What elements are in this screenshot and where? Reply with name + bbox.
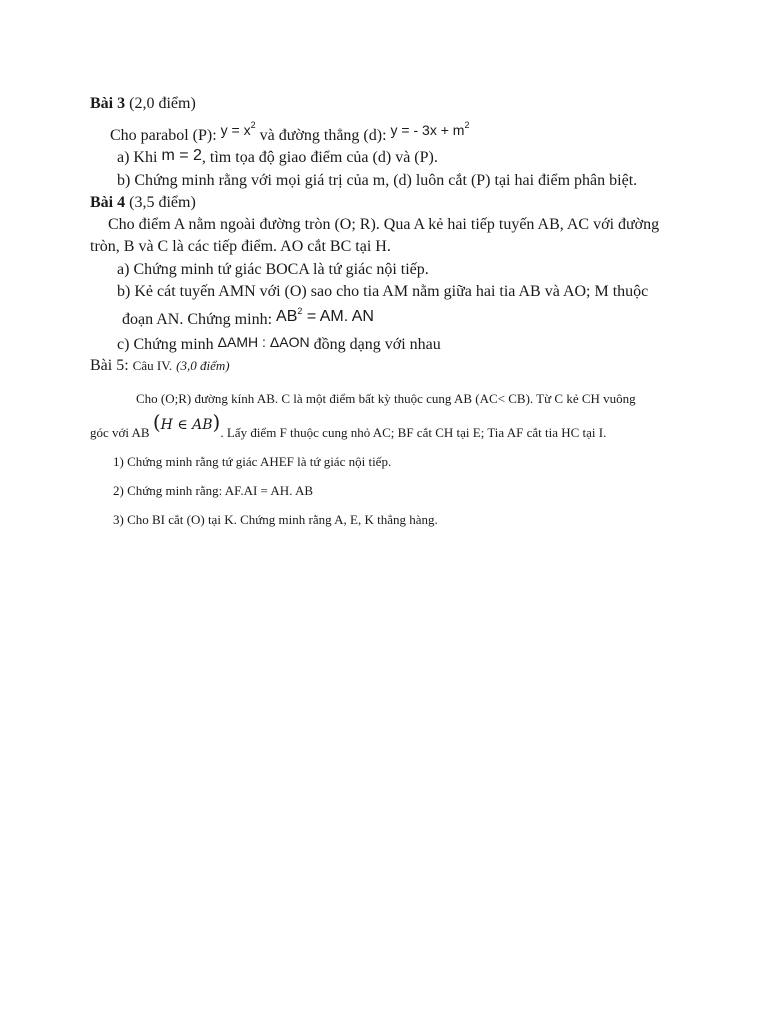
bai5-intro-line1: Cho (O;R) đường kính AB. C là một điểm bất kỳ thuộc cung AB (AC< CB). Từ C kẻ CH vuông — [136, 391, 636, 406]
bai3-intro-text-b: và đường thẳng (d): — [259, 127, 387, 144]
bai4-part-a-text: Chứng minh tứ giác BOCA là tứ giác nội tiếp. — [133, 261, 429, 278]
bai4-part-b-math — [276, 308, 374, 325]
line-equation-base: y = - 3x + m — [390, 122, 465, 138]
bai4-part-c-text: Chứng minh — [133, 336, 214, 353]
bai4-part-b-text2: đoạn AN. Chứng minh: — [122, 311, 273, 328]
bai5-intro-line2-b: . Lấy điểm F thuộc cung nhỏ AC; BF cắt CH tại E; Tia AF cắt tia HC tại I. — [220, 425, 607, 440]
bai4-part-c-math-2: ΔAON — [269, 334, 310, 350]
bai4-part-c-math-1: ΔAMH : — [217, 334, 266, 350]
bai5-item-3: 3) Cho BI cắt (O) tại K. Chứng minh rằng A, E, K thẳng hàng. — [113, 512, 438, 527]
bai3-part-a-math: m = 2 — [161, 147, 202, 164]
bai4-part-c-text2: đồng dạng với nhau — [313, 336, 441, 353]
parabol-equation — [221, 122, 256, 138]
bai4-part-a-label: a) — [117, 261, 130, 278]
parabol-equation-exp: 2 — [250, 120, 256, 130]
bai4-part-c-label: c) — [117, 336, 130, 353]
bai4-part-b-label: b) — [117, 283, 131, 300]
bai5-intro-math-text: H ∈ AB — [160, 417, 213, 433]
bai4-part-b-math-rest: = AM. AN — [302, 308, 374, 325]
bai5-heading — [90, 356, 230, 376]
bai5-intro-math: (H ∈ AB) — [152, 410, 221, 434]
line-equation-exp: 2 — [464, 120, 470, 130]
bai5-item-2: 2) Chứng minh rằng: AF.AI = AH. AB — [113, 483, 314, 498]
bai4-heading — [90, 193, 196, 213]
bai4-intro-line1: Cho điểm A nằm ngoài đường tròn (O; R). Qua A kẻ hai tiếp tuyến AB, AC với đường — [108, 216, 660, 233]
bai5-intro-line2 — [90, 410, 607, 443]
bai3-title: Bài 3 — [90, 95, 126, 112]
bai3-heading — [90, 94, 196, 114]
bai4-points: (3,5 điểm) — [129, 194, 196, 211]
bai4-part-b-math-exp: 2 — [297, 306, 303, 316]
parabol-equation-base: y = x — [220, 122, 251, 138]
bai5-item-1: 1) Chứng minh rằng tứ giác AHEF là tứ giác nội tiếp. — [113, 454, 392, 469]
bai4-part-a — [117, 260, 429, 280]
bai4-intro-line2: tròn, B và C là các tiếp điểm. AO cắt BC tại H. — [90, 238, 391, 255]
bai3-intro — [110, 120, 470, 146]
bai4-part-b-cont — [122, 306, 374, 330]
bai3-part-a-prefix: a) Khi — [117, 149, 158, 166]
bai5-intro-line2-a: góc với AB — [90, 425, 150, 440]
bai5-title: Bài 5: — [90, 357, 129, 374]
bai4-part-c — [117, 334, 441, 355]
line-equation — [391, 122, 470, 138]
bai4-part-b-math-base: AB — [276, 308, 298, 325]
bai4-part-b — [117, 282, 648, 302]
bai5-cau: Câu IV. — [132, 358, 173, 373]
bai4-part-b-text: Kẻ cát tuyến AMN với (O) sao cho tia AM nằm giữa hai tia AB và AO; M thuộc — [134, 283, 649, 300]
bai4-title: Bài 4 — [90, 194, 126, 211]
bai3-part-b: b) Chứng minh rằng với mọi giá trị của m, (d) luôn cắt (P) tại hai điểm phân biệt. — [117, 172, 638, 189]
bai3-points: (2,0 điểm) — [129, 95, 196, 112]
bai3-part-a-text: , tìm tọa độ giao điểm của (d) và (P). — [201, 149, 438, 166]
bai3-part-a — [117, 148, 438, 168]
bai3-intro-text-a: Cho parabol (P): — [110, 127, 217, 144]
bai5-points: (3,0 điểm) — [176, 358, 230, 373]
